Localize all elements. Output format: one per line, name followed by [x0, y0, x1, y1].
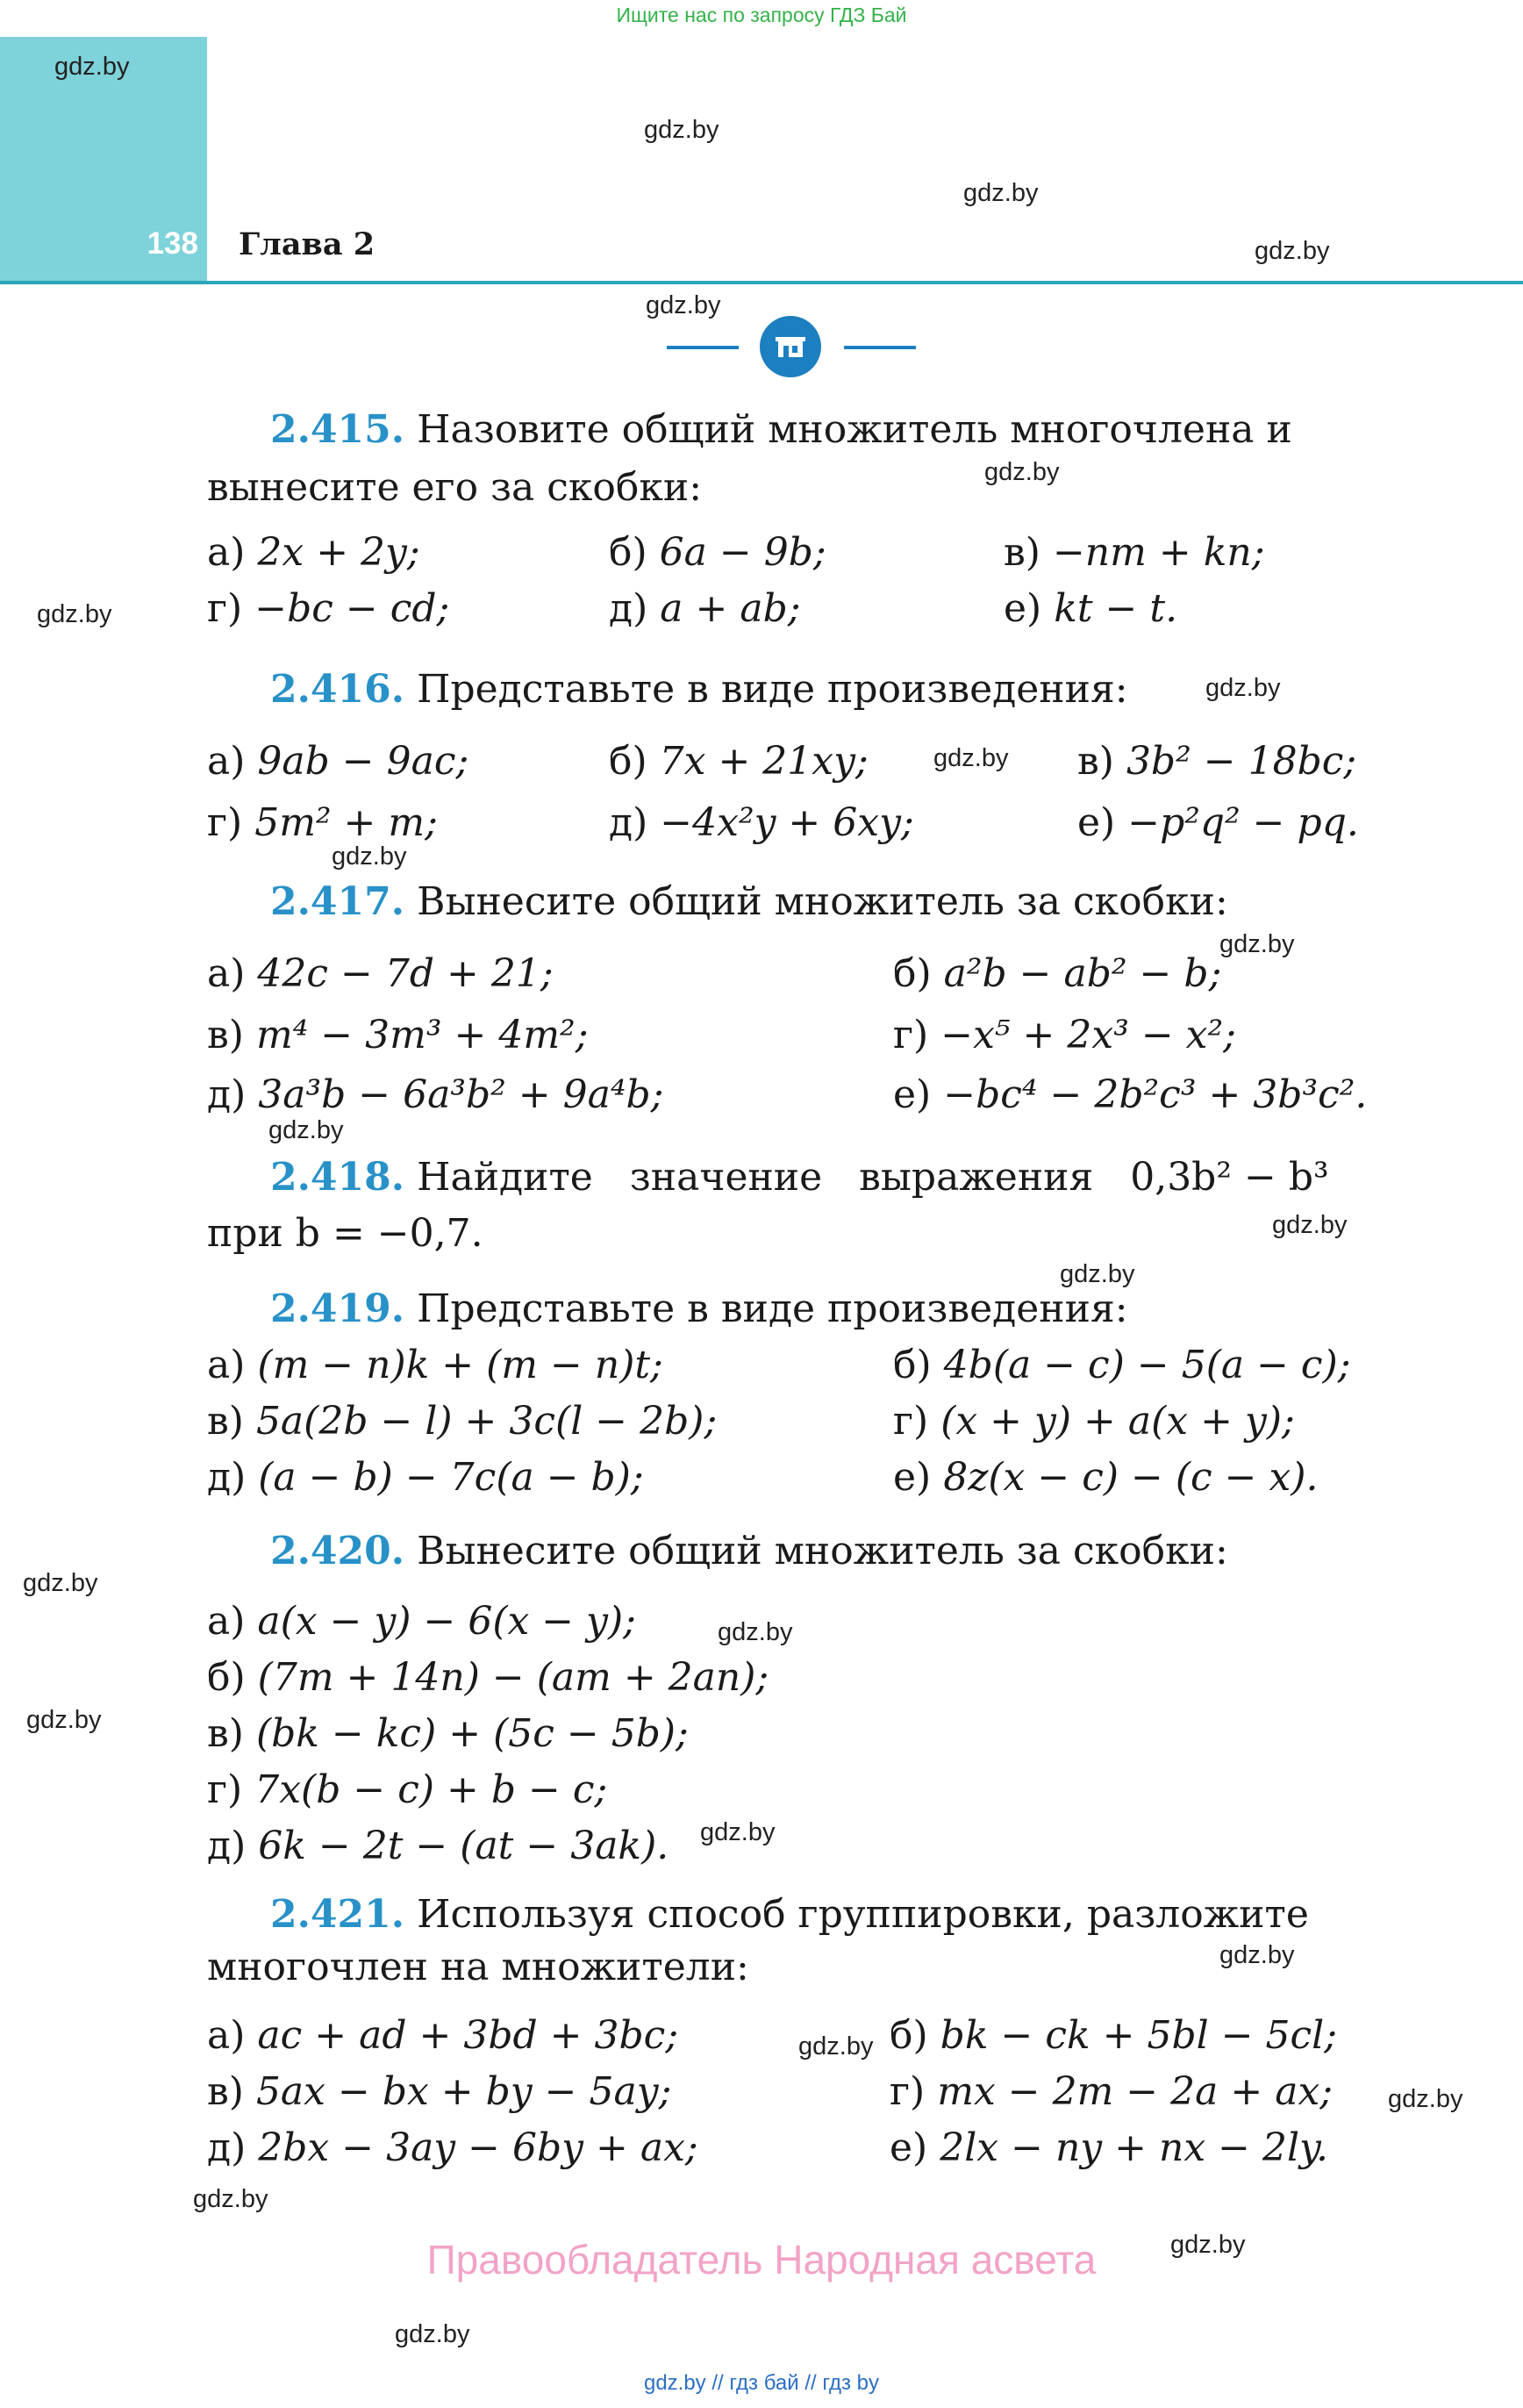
exercise-item: г) mx − 2m − 2a + ax; — [890, 2069, 1334, 2114]
exercise-item: г) 5m² + m; — [207, 800, 438, 845]
problem-text: при b = −0,7. — [207, 1211, 483, 1256]
header-rule — [0, 281, 1523, 284]
watermark: gdz.by — [395, 2320, 470, 2348]
exercise-item: в) 5a(2b − l) + 3c(l − 2b); — [207, 1399, 718, 1444]
exercise-item: в) −nm + kn; — [1004, 530, 1265, 575]
chapter-title: Глава 2 — [239, 226, 375, 262]
exercise-item: в) 3b² − 18bc; — [1077, 739, 1357, 784]
exercise-item: е) kt − t. — [1004, 586, 1178, 631]
watermark: gdz.by — [718, 1618, 793, 1646]
divider-left — [667, 346, 739, 349]
exercise-item: д) (a − b) − 7c(a − b); — [207, 1455, 644, 1500]
problem-2-419-line1 — [270, 1286, 1128, 1332]
problem-text: Представьте в виде произведения: — [417, 667, 1128, 712]
watermark: gdz.by — [193, 2185, 268, 2213]
problem-text: Вынесите общий множитель за скобки: — [417, 1529, 1228, 1573]
exercise-item: а) ac + ad + 3bd + 3bc; — [207, 2013, 679, 2058]
exercise-item: г) −x⁵ + 2x³ − x²; — [893, 1013, 1236, 1057]
exercise-item: д) 3a³b − 6a³b² + 9a⁴b; — [207, 1072, 664, 1117]
exercise-item: д) 6k − 2t − (at − 3ak). — [207, 1824, 669, 1868]
watermark: gdz.by — [1060, 1260, 1135, 1288]
watermark: gdz.by — [1219, 930, 1295, 958]
exercise-item: б) 4b(a − c) − 5(a − c); — [893, 1343, 1351, 1387]
problem-number: 2.420. — [270, 1529, 405, 1573]
exercise-item: а) 2x + 2y; — [207, 530, 420, 575]
exercise-item: в) (bk − kc) + (5c − 5b); — [207, 1711, 689, 1756]
watermark: gdz.by — [37, 600, 112, 628]
problem-2-420-line1 — [270, 1529, 1228, 1574]
problem-2-417-line1 — [270, 879, 1228, 925]
exercise-item: в) m⁴ − 3m³ + 4m²; — [207, 1013, 589, 1057]
home-icon — [760, 316, 821, 377]
watermark: gdz.by — [963, 179, 1039, 207]
problem-2-416-line1 — [270, 667, 1128, 713]
problem-number: 2.416. — [270, 667, 405, 712]
problem-number: 2.417. — [270, 879, 405, 924]
exercise-item: г) 7x(b − c) + b − c; — [207, 1767, 608, 1812]
problem-text: Используя способ группировки, разложите — [417, 1892, 1309, 1937]
exercise-item: д) 2bx − 3ay − 6by + ax; — [207, 2125, 698, 2170]
exercise-item: е) −bc⁴ − 2b²c³ + 3b³c². — [893, 1072, 1368, 1117]
problem-text: Вынесите общий множитель за скобки: — [417, 879, 1228, 924]
exercise-item: д) a + ab; — [609, 586, 801, 631]
exercise-item: а) 9ab − 9ac; — [207, 739, 469, 784]
watermark: gdz.by — [23, 1569, 98, 1597]
exercise-item: б) bk − ck + 5bl − 5cl; — [890, 2013, 1338, 2058]
watermark: gdz.by — [984, 458, 1060, 486]
problem-number: 2.418. — [270, 1155, 405, 1200]
exercise-item: г) −bc − cd; — [207, 586, 450, 631]
exercise-item: а) a(x − y) − 6(x − y); — [207, 1599, 636, 1644]
bottom-links[interactable]: gdz.by // гдз бай // гдз by — [643, 2371, 880, 2395]
divider-right — [844, 346, 916, 349]
problem-text: вынесите его за скобки: — [207, 465, 703, 510]
exercise-item: г) (x + y) + a(x + y); — [893, 1399, 1295, 1444]
watermark: gdz.by — [644, 116, 719, 144]
exercise-item: б) 7x + 21xy; — [609, 739, 869, 784]
exercise-item: б) (7m + 14n) − (am + 2an); — [207, 1655, 769, 1700]
problem-text: Назовите общий множитель многочлена и — [417, 407, 1292, 452]
problem-text: многочлен на множители: — [207, 1945, 749, 1989]
exercise-item: б) 6a − 9b; — [609, 530, 826, 575]
watermark: gdz.by — [700, 1818, 776, 1846]
watermark: gdz.by — [332, 842, 407, 871]
watermark: gdz.by — [1170, 2231, 1246, 2259]
watermark: gdz.by — [1272, 1211, 1348, 1239]
watermark: gdz.by — [268, 1116, 344, 1144]
problem-2-421-line1 — [270, 1892, 1309, 1938]
page-number: 138 — [147, 226, 198, 261]
problem-text: Представьте в виде произведения: — [417, 1286, 1128, 1331]
exercise-item: е) 8z(x − c) − (c − x). — [893, 1455, 1319, 1500]
watermark: gdz.by — [54, 53, 130, 81]
exercise-item: е) −p²q² − pq. — [1077, 800, 1359, 845]
watermark: gdz.by — [933, 744, 1009, 772]
exercise-item: е) 2lx − ny + nx − 2ly. — [890, 2125, 1329, 2170]
watermark: gdz.by — [646, 291, 721, 319]
watermark: gdz.by — [1255, 237, 1330, 265]
problem-number: 2.421. — [270, 1892, 405, 1937]
exercise-item: д) −4x²y + 6xy; — [609, 800, 914, 845]
top-banner[interactable]: Ищите нас по запросу ГДЗ Бай — [616, 4, 907, 26]
watermark: gdz.by — [1388, 2085, 1463, 2113]
watermark: gdz.by — [26, 1706, 102, 1734]
problem-2-415-line1 — [270, 407, 1292, 453]
watermark: gdz.by — [1219, 1941, 1295, 1969]
problem-text: Найдите значение выражения 0,3b² − b³ — [417, 1155, 1329, 1200]
problem-number: 2.415. — [270, 407, 405, 452]
exercise-item: а) 42c − 7d + 21; — [207, 951, 554, 996]
exercise-item: а) (m − n)k + (m − n)t; — [207, 1343, 663, 1387]
watermark: gdz.by — [1205, 674, 1281, 702]
copyright-note: Правообладатель Народная асвета — [426, 2237, 1097, 2283]
problem-number: 2.419. — [270, 1286, 405, 1331]
exercise-item: б) a²b − ab² − b; — [893, 951, 1222, 996]
watermark: gdz.by — [798, 2032, 874, 2060]
problem-2-418-line1 — [270, 1155, 1329, 1200]
exercise-item: в) 5ax − bx + by − 5ay; — [207, 2069, 672, 2114]
